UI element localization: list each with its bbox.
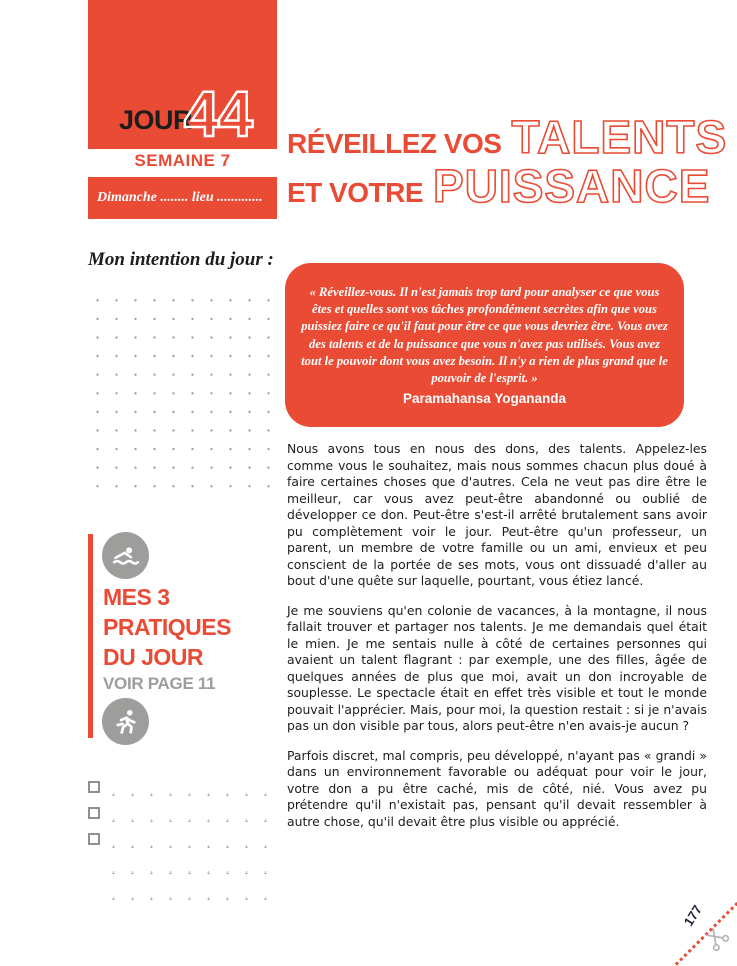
write-line-4[interactable] — [104, 871, 276, 874]
paragraph-2: Je me souviens qu'en colonie de vacances, à la montagne, il nous fallait trouver et partager nos talents. Je me demandais quel était le mien. Je me sentais nulle à côté de certaines personnes qui avaient un talent flagrant : par exemple, une des filles, âgée de quelques années de plus que moi, avait un don incroyable de souplesse. Le spectacle était en effet très visible et tout le monde pouvait l'apprécier. Mais, pour moi, la question restait : si je n'avais pas un don visible par tous, alors peut-être n'en avais-je aucun ? — [287, 602, 707, 733]
scissors-icon — [698, 920, 735, 957]
write-line-2[interactable] — [104, 819, 276, 822]
day-number: 44 — [183, 78, 251, 150]
write-line-5[interactable] — [104, 897, 276, 900]
practices-rule — [88, 534, 93, 738]
checklist-row-2 — [88, 804, 278, 830]
body-text — [287, 441, 707, 843]
practice-checkbox-1[interactable] — [88, 781, 100, 793]
practice-checkbox-2[interactable] — [88, 807, 100, 819]
title-outline-2: PUISSANCE — [433, 160, 711, 212]
date-fill-in-box[interactable] — [88, 177, 277, 219]
week-label: SEMAINE 7 — [134, 151, 231, 170]
runner-icon — [102, 698, 149, 745]
checklist-row-4 — [88, 856, 278, 882]
practice-checkbox-3[interactable] — [88, 833, 100, 845]
swimmer-icon — [102, 532, 149, 579]
paragraph-1: Nous avons tous en nous des dons, des talents. Appelez-les comme vous le souhaitez, mais nous sommes chacun plus doué à faire certaines choses que d'autres. Cela ne veut pas dire être le meilleur, car vous avez peut-être abandonné ou oublié de développer ce don. Peut-être s'est-il arrêté brutalement sans avoir pu complètement voir le jour. Peut-être qu'un professeur, un parent, un membre de votre famille ou un ami, envieux et peu conscient de la portée de ses mots, vous ont dissuadé d'aller au bout d'une quête sur laquelle, pourtant, vous étiez lancé. — [287, 441, 707, 588]
intention-label: Mon intention du jour : — [88, 249, 274, 270]
checklist-row-3 — [88, 830, 278, 856]
page-number: 177 — [680, 902, 705, 929]
day-label: JOUR — [119, 105, 193, 135]
title-solid-2: ET VOTRE — [287, 177, 424, 208]
title-solid-1: RÉVEILLEZ VOS — [287, 128, 502, 159]
practices-page-ref: VOIR PAGE 11 — [103, 674, 216, 693]
practices-title: MES 3 PRATIQUES DU JOUR — [103, 584, 231, 670]
quote-text: « Réveillez-vous. Il n'est jamais trop tard pour analyser ce que vous êtes et quelles sont vos tâches profondément secrètes afin que vous puissiez faire ce qu'il faut pour être ce que vous devriez être. Vous avez des talents et de la puissance que vous n'avez pas utilisés. Vous avez tout le pouvoir dont vous avez besoin. Il n'y a rien de plus grand que le pouvoir de l'esprit. » — [301, 285, 668, 385]
quote-author: Paramahansa Yogananda — [402, 390, 567, 406]
date-line: Dimanche ........ lieu ............. — [97, 190, 263, 205]
page-title-line-1 — [287, 111, 728, 163]
write-line-1[interactable] — [104, 793, 276, 796]
quote-card — [285, 263, 684, 427]
paragraph-3: Parfois discret, mal compris, peu développé, n'ayant pas « grandi » dans un environnement favorable ou adéquat pour voir le jour, votre don a pu être caché, mis de côté, nié. Vous avez pu prétendre qu'il n'existait pas, pensant qu'il devait ressembler à autre chose, qu'il devait être plus visible ou apprécié. — [287, 747, 707, 829]
page-title-line-2 — [287, 160, 711, 212]
intention-dot-grid[interactable] — [86, 286, 280, 500]
day-header-box — [88, 0, 277, 149]
write-line-3[interactable] — [104, 845, 276, 848]
practices-checklist — [88, 778, 278, 908]
checklist-row-5 — [88, 882, 278, 908]
checklist-row-1 — [88, 778, 278, 804]
title-outline-1: TALENTS — [511, 111, 728, 163]
